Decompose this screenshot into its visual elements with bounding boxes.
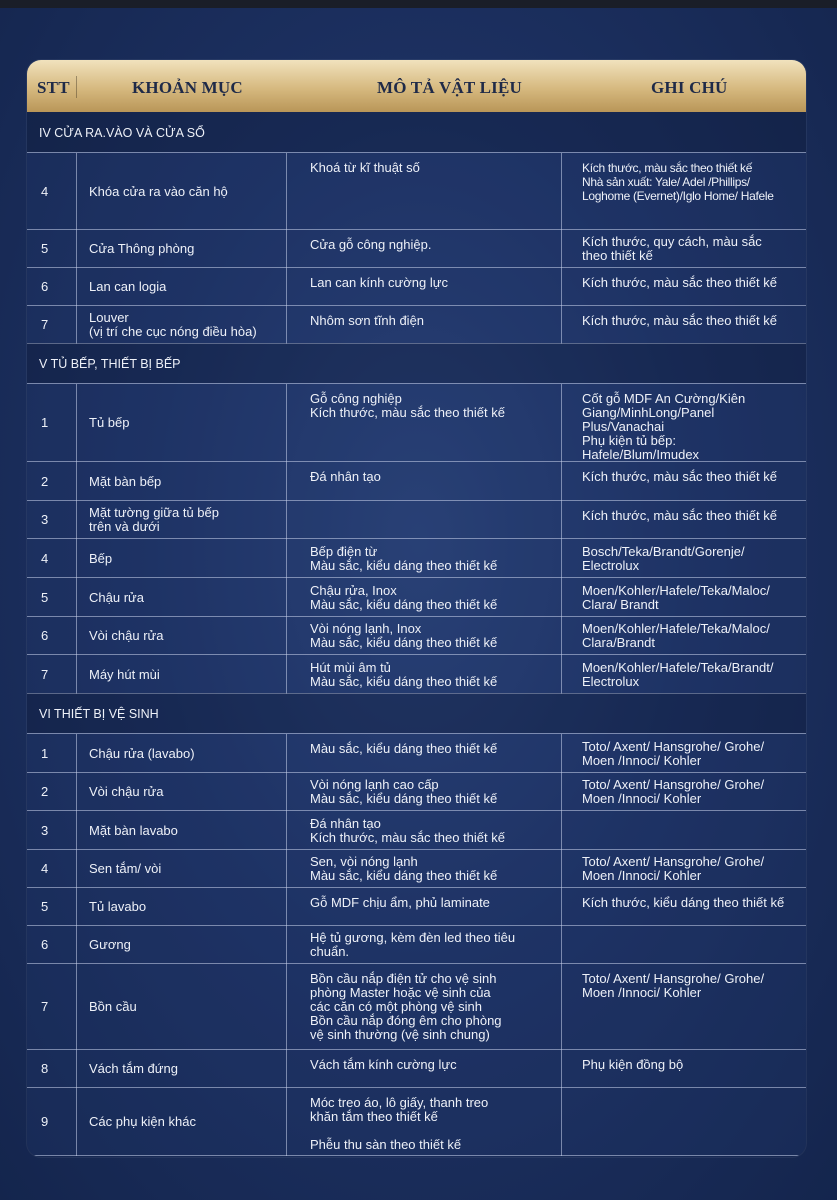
table-row <box>27 153 806 230</box>
row-stt: 3 <box>41 512 49 527</box>
table-row <box>27 850 806 888</box>
table-row <box>27 268 806 306</box>
row-stt: 2 <box>41 784 49 799</box>
section-grid <box>27 383 806 694</box>
row-note: Toto/ Axent/ Hansgrohe/ Grohe/ Moen /Innoci/ Kohler <box>582 971 765 1000</box>
row-item: Tủ bếp <box>89 415 130 430</box>
top-edge <box>0 0 837 8</box>
row-stt: 1 <box>41 745 49 761</box>
row-item: Vòi chậu rửa <box>89 628 164 643</box>
row-stt: 6 <box>41 628 49 643</box>
row-stt: 4 <box>41 183 49 199</box>
table-row <box>27 1050 806 1088</box>
row-stt: 2 <box>41 473 49 489</box>
row-material: Hút mùi âm tủ Màu sắc, kiểu dáng theo thiết kế <box>310 659 498 689</box>
section-header <box>27 693 806 733</box>
row-material: Móc treo áo, lô giấy, thanh treo khăn tắm theo thiết kế Phễu thu sàn theo thiết kế <box>310 1095 489 1152</box>
table-row <box>27 811 806 850</box>
row-material: Đá nhân tạo <box>310 469 381 484</box>
row-stt: 7 <box>41 317 49 332</box>
row-item: Sen tắm/ vòi <box>89 861 162 876</box>
row-item: Lan can logia <box>89 279 167 294</box>
row-item: Gương <box>89 937 131 952</box>
row-item: Các phụ kiện khác <box>89 1114 196 1129</box>
row-note: Moen/Kohler/Hafele/Teka/Maloc/ Clara/ Brandt <box>582 582 770 612</box>
row-item: Cửa Thông phòng <box>89 241 195 256</box>
row-item: Louver (vị trí che cục nóng điều hòa) <box>89 310 257 339</box>
table-row <box>27 888 806 926</box>
header-separator <box>76 76 77 98</box>
row-note: Toto/ Axent/ Hansgrohe/ Grohe/ Moen /Innoci/ Kohler <box>582 777 765 806</box>
table-row <box>27 501 806 539</box>
section-title: V TỦ BẾP, THIẾT BỊ BẾP <box>39 357 181 371</box>
row-stt: 1 <box>41 415 49 430</box>
table-row <box>27 539 806 578</box>
table-row <box>27 1088 806 1156</box>
row-note: Kích thước, màu sắc theo thiết kế <box>582 313 777 328</box>
row-note: Kích thước, màu sắc theo thiết kế <box>582 469 777 484</box>
table-row <box>27 926 806 964</box>
row-note: Bosch/Teka/Brandt/Gorenje/ Electrolux <box>582 543 745 573</box>
row-stt: 6 <box>41 279 49 294</box>
table-row <box>27 462 806 501</box>
spec-table <box>27 60 806 1157</box>
row-stt: 7 <box>41 666 49 682</box>
row-note: Kích thước, quy cách, màu sắc theo thiết kế <box>582 234 762 263</box>
row-note: Kích thước, màu sắc theo thiết kế Nhà sản xuất: Yale/ Adel /Phillips/ Loghome (Evernet)/Iglo Home/ Hafele <box>582 161 774 203</box>
section-grid <box>27 152 806 344</box>
header-material: MÔ TẢ VẬT LIỆU <box>377 78 522 97</box>
row-material: Gỗ công nghiệp Kích thước, màu sắc theo thiết kế <box>310 391 505 420</box>
row-stt: 5 <box>41 241 49 256</box>
row-note: Cốt gỗ MDF An Cường/Kiên Giang/MinhLong/Panel Plus/Vanachai Phụ kiện tủ bếp: Hafele/Blum/Imudex <box>582 391 746 462</box>
row-note: Toto/ Axent/ Hansgrohe/ Grohe/ Moen /Innoci/ Kohler <box>582 854 765 883</box>
row-note: Kích thước, kiểu dáng theo thiết kế <box>582 895 785 910</box>
row-item: Máy hút mùi <box>89 666 160 682</box>
row-item: Mặt bàn bếp <box>89 473 162 489</box>
table-header <box>27 60 806 112</box>
section-header <box>27 343 806 383</box>
row-material: Bồn cầu nắp điện tử cho vệ sinh phòng Master hoặc vệ sinh của các căn có một phòng vệ sinh Bồn cầu nắp đóng êm cho phòng vệ sinh thường (vệ sinh chung) <box>310 971 502 1042</box>
row-material: Chậu rửa, Inox Màu sắc, kiểu dáng theo thiết kế <box>310 582 498 612</box>
table-row <box>27 773 806 811</box>
row-material: Đá nhân tạo Kích thước, màu sắc theo thiết kế <box>310 815 505 845</box>
row-material: Cửa gỗ công nghiệp. <box>310 237 432 252</box>
table-row <box>27 617 806 655</box>
table-row <box>27 655 806 694</box>
row-material: Lan can kính cường lực <box>310 275 448 290</box>
header-stt: STT <box>37 78 70 97</box>
row-stt: 4 <box>41 861 49 876</box>
section-title: VI THIẾT BỊ VỆ SINH <box>39 707 159 721</box>
table-row <box>27 306 806 344</box>
row-stt: 6 <box>41 937 49 952</box>
row-material: Vách tắm kính cường lực <box>310 1057 457 1072</box>
row-item: Vòi chậu rửa <box>89 784 164 799</box>
row-note: Phụ kiện đồng bộ <box>582 1057 684 1072</box>
row-note: Moen/Kohler/Hafele/Teka/Brandt/ Electrolux <box>582 659 774 689</box>
row-material: Nhôm sơn tĩnh điện <box>310 313 425 328</box>
row-material: Khoá từ kĩ thuật số <box>310 160 420 175</box>
row-item: Bồn cầu <box>89 999 137 1014</box>
row-material: Hệ tủ gương, kèm đèn led theo tiêu chuẩn. <box>310 930 516 959</box>
row-stt: 9 <box>41 1114 49 1129</box>
row-material: Màu sắc, kiểu dáng theo thiết kế <box>310 741 498 756</box>
table-row <box>27 578 806 617</box>
section-title: IV CỬA RA.VÀO VÀ CỬA SỔ <box>39 126 205 140</box>
section-header <box>27 112 806 152</box>
row-note: Moen/Kohler/Hafele/Teka/Maloc/ Clara/Brandt <box>582 621 770 650</box>
row-item: Bếp <box>89 550 113 566</box>
row-material: Vòi nóng lạnh cao cấp Màu sắc, kiểu dáng theo thiết kế <box>310 777 498 806</box>
row-stt: 5 <box>41 589 49 605</box>
row-item: Chậu rửa (lavabo) <box>89 745 195 761</box>
row-material: Bếp điện từ Màu sắc, kiểu dáng theo thiết kế <box>310 543 498 573</box>
row-stt: 3 <box>41 822 49 838</box>
row-stt: 8 <box>41 1061 49 1076</box>
row-item: Tủ lavabo <box>89 899 147 914</box>
table-row <box>27 230 806 268</box>
section-grid <box>27 733 806 1156</box>
table-row <box>27 734 806 773</box>
row-material: Vòi nóng lạnh, Inox Màu sắc, kiểu dáng theo thiết kế <box>310 621 498 650</box>
row-stt: 7 <box>41 999 49 1014</box>
row-note: Kích thước, màu sắc theo thiết kế <box>582 508 777 523</box>
row-item: Khóa cửa ra vào căn hộ <box>89 183 228 199</box>
row-stt: 5 <box>41 899 49 914</box>
header-note: GHI CHÚ <box>651 78 728 97</box>
row-item: Mặt bàn lavabo <box>89 822 178 838</box>
header-item: KHOẢN MỤC <box>132 78 243 97</box>
table-row <box>27 384 806 462</box>
row-note: Toto/ Axent/ Hansgrohe/ Grohe/ Moen /Innoci/ Kohler <box>582 738 765 768</box>
row-stt: 4 <box>41 550 49 566</box>
table-row <box>27 964 806 1050</box>
row-note: Kích thước, màu sắc theo thiết kế <box>582 275 777 290</box>
row-item: Mặt tường giữa tủ bếp trên và dưới <box>89 505 219 534</box>
row-item: Chậu rửa <box>89 589 144 605</box>
row-material: Gỗ MDF chịu ẩm, phủ laminate <box>310 895 490 910</box>
row-item: Vách tắm đứng <box>89 1061 178 1076</box>
row-material: Sen, vòi nóng lạnh Màu sắc, kiểu dáng theo thiết kế <box>310 854 498 883</box>
